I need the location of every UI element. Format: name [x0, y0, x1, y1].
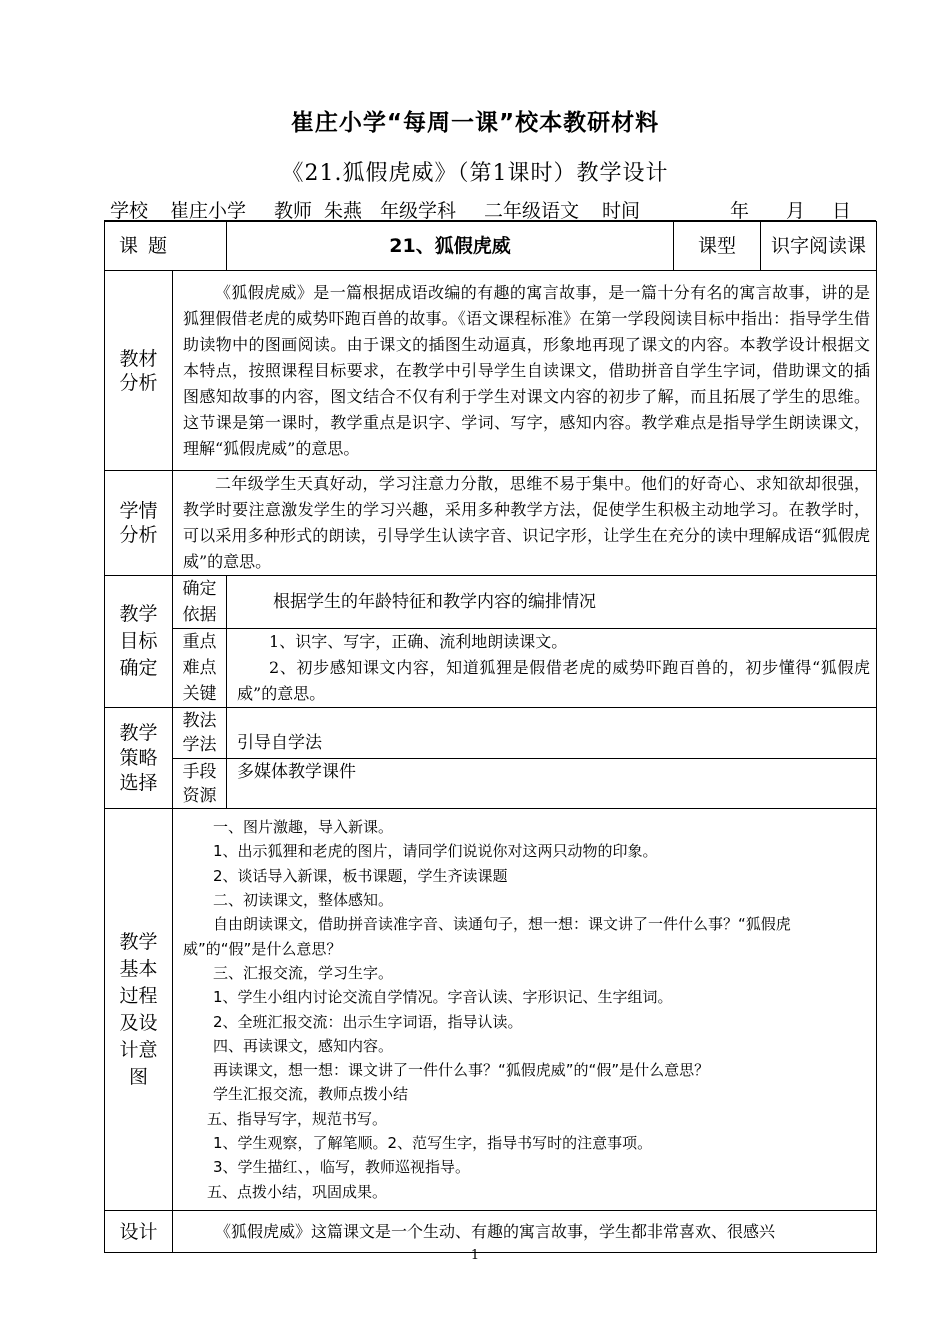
basis-label: 确定依据 — [182, 579, 217, 625]
process-cell — [173, 809, 877, 1211]
means-label-cell — [173, 759, 227, 809]
topic-row — [105, 222, 877, 271]
document-title: 崔庄小学“每周一课”校本教研材料 — [290, 110, 660, 136]
means-text: 多媒体教学课件 — [227, 759, 877, 809]
process-step: 五、指导写字，规范书写。 — [207, 1109, 388, 1128]
student-label: 学情分析 — [119, 500, 158, 546]
process-step: 2、谈话导入新课，板书课题，学生齐读课题 — [213, 866, 508, 885]
student-text: 二年级学生天真好动，学习注意力分散，思维不易于集中。他们的好奇心、求知欲却很强，教学时要注意激发学生的学习兴趣，采用多种教学方法，促使学生积极主动地学习。在教学时，可以采用多种形式的朗读，引导学生认读字音、识记字形，让学生在充分的读中理解成语“狐假虎威”的意思。 — [183, 474, 871, 571]
grade-label: 年级学科 — [380, 200, 457, 222]
month-label: 月 — [786, 200, 806, 222]
basis-text: 根据学生的年龄特征和教学内容的编排情况 — [227, 576, 877, 629]
process-step: 1、学生观察，了解笔顺。2、范写生字，指导书写时的注意事项。 — [213, 1133, 653, 1152]
design-label: 设计 — [105, 1211, 173, 1253]
type-label: 课型 — [673, 222, 760, 270]
topic-value: 21、狐假虎威 — [389, 235, 511, 257]
type-value: 识字阅读课 — [761, 222, 877, 271]
student-row — [105, 471, 877, 576]
lesson-plan-table — [104, 221, 877, 1253]
process-step: 1、学生小组内讨论交流自学情况。字音认读、字形识记、生字组词。 — [213, 988, 673, 1007]
design-cell — [173, 1211, 877, 1253]
topic-cell — [227, 222, 761, 271]
student-label-cell — [105, 471, 173, 576]
method-label-cell — [173, 708, 227, 759]
process-step: 三、汇报交流，学习生字。 — [213, 963, 394, 982]
key-item-1: 1、识字、写字，正确、流利地朗读课文。 — [269, 632, 568, 651]
document-subtitle: 《21.狐假虎威》（第1课时）教学设计 — [281, 161, 669, 186]
material-text: 《狐假虎威》是一篇根据成语改编的有趣的寓言故事，是一篇十分有名的寓言故事，讲的是狐狸假借老虎的威势吓跑百兽的故事。《语文课程标准》在第一学段阅读目标中指出：指导学生借助读物中的图画阅读。由于课文的插图生动逼真，形象地再现了课文的内容。本教学设计根据文本特点，按照课程目标要求，在教学中引导学生自读课文，借助拼音自学生字词，借助课文的插图感知故事的内容，图文结合不仅有利于学生对课文内容的初步了解，而且拓展了学生的思维。这节课是第一课时，教学重点是识字、学词、写字，感知内容。教学难点是指导学生朗读课文，理解“狐假虎威”的意思。 — [183, 282, 871, 458]
method-text: 引导自学法 — [227, 708, 877, 759]
strategy-label: 教学策略选择 — [119, 721, 158, 794]
process-step: 2、全班汇报交流：出示生字词语，指导认读。 — [213, 1012, 523, 1031]
material-row — [105, 271, 877, 471]
process-step: 一、图片激趣，导入新课。 — [213, 818, 394, 837]
grade-value: 二年级语文 — [484, 200, 580, 222]
strategy-label-cell — [105, 708, 173, 809]
process-step: 二、初读课文，整体感知。 — [213, 891, 394, 910]
material-label: 教材分析 — [119, 347, 158, 394]
key-item-2: 2、初步感知课文内容，知道狐狸是假借老虎的威势吓跑百兽的，初步懂得“狐假虎威”的意思。 — [237, 658, 871, 703]
basis-label-cell — [173, 576, 227, 629]
goal-key-row — [105, 629, 877, 708]
goal-label-cell — [105, 576, 173, 708]
teacher-label: 教师 — [274, 200, 313, 222]
key-label-cell — [173, 629, 227, 708]
process-step: 学生汇报交流，教师点拨小结 — [213, 1085, 409, 1104]
key-label: 重点难点关键 — [182, 632, 217, 704]
material-cell — [173, 271, 877, 471]
school-label: 学校 — [110, 200, 149, 222]
key-cell — [227, 629, 877, 708]
process-step: 再读课文，想一想：课文讲了一件什么事？“狐假虎威”的“假”是什么意思？ — [213, 1061, 710, 1080]
time-label: 时间 — [602, 200, 641, 222]
design-row — [105, 1211, 877, 1253]
info-line — [104, 196, 876, 222]
teacher-value: 朱燕 — [324, 200, 363, 222]
process-row — [105, 809, 877, 1211]
student-cell — [173, 471, 877, 576]
process-label: 教学基本过程及设计意图 — [119, 930, 158, 1088]
day-label: 日 — [832, 200, 852, 222]
process-step: 五、点拨小结，巩固成果。 — [207, 1182, 388, 1201]
strategy-method-row — [105, 708, 877, 759]
school-value: 崔庄小学 — [170, 200, 247, 222]
process-step: 四、再读课文，感知内容。 — [213, 1036, 394, 1055]
design-text: 《狐假虎威》这篇课文是一个生动、有趣的寓言故事，学生都非常喜欢、很感兴 — [215, 1221, 776, 1241]
goal-basis-row — [105, 576, 877, 629]
material-label-cell — [105, 271, 173, 471]
page-number: 1 — [470, 1248, 480, 1263]
means-label: 手段资源 — [182, 761, 217, 806]
topic-label: 课 题 — [105, 222, 227, 271]
process-step: 自由朗读课文，借助拼音读准字音、读通句子，想一想：课文讲了一件什么事？“狐假虎威”的“假”是什么意思？ — [183, 915, 791, 958]
process-label-cell — [105, 809, 173, 1211]
method-label: 教法学法 — [182, 711, 217, 755]
year-label: 年 — [730, 200, 750, 222]
process-step: 3、学生描红、，临写，教师巡视指导。 — [213, 1158, 471, 1177]
strategy-means-row — [105, 759, 877, 809]
process-step: 1、出示狐狸和老虎的图片，请同学们说说你对这两只动物的印象。 — [213, 842, 658, 861]
goal-label: 教学目标确定 — [119, 603, 158, 679]
